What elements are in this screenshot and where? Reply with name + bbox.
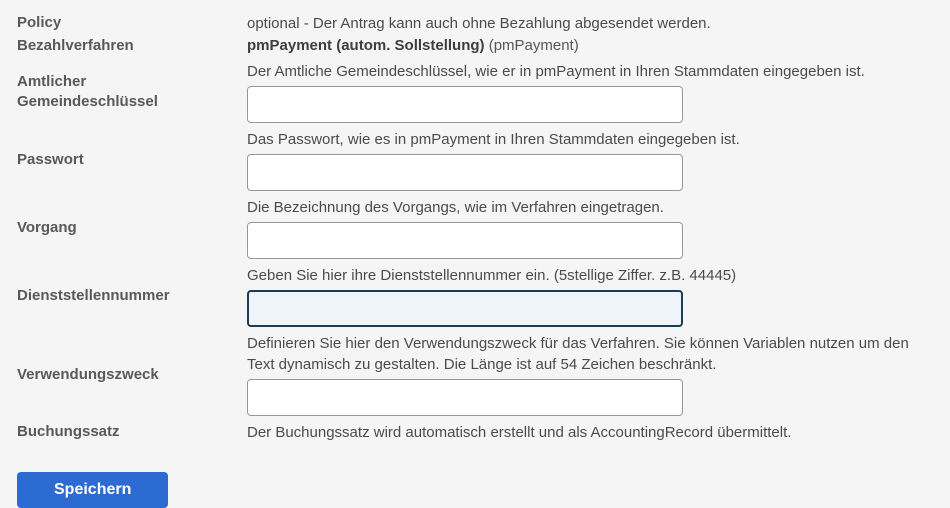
gemeindeschluessel-description: Der Amtliche Gemeindeschlüssel, wie er in pmPayment in Ihren Stammdaten eingegeben ist. [247,63,865,80]
buchungssatz-label: Buchungssatz [17,423,120,440]
passwort-description: Das Passwort, wie es in pmPayment in Ihren Stammdaten eingegeben ist. [247,131,740,148]
vorgang-description: Die Bezeichnung des Vorgangs, wie im Verfahren eingetragen. [247,199,664,216]
form-row-policy [17,13,930,34]
form-row-vorgang [17,197,930,259]
gemeindeschluessel-label: Amtlicher Gemeindeschlüssel [17,73,158,110]
verwendungszweck-input[interactable] [247,379,683,416]
form-row-dienststellennummer [17,265,930,327]
passwort-label: Passwort [17,151,84,168]
policy-description: optional - Der Antrag kann auch ohne Bezahlung abgesendet werden. [247,15,711,32]
passwort-input[interactable] [247,154,683,191]
bezahlverfahren-value-bold: pmPayment (autom. Sollstellung) [247,37,485,54]
bezahlverfahren-label: Bezahlverfahren [17,37,134,54]
buchungssatz-description: Der Buchungssatz wird automatisch erstellt und als AccountingRecord übermittelt. [247,424,792,441]
verwendungszweck-label: Verwendungszweck [17,365,159,383]
dienststellennummer-input[interactable] [247,290,683,327]
amtlicher-gemeindeschluessel-input[interactable] [247,86,683,123]
bezahlverfahren-value [247,36,930,56]
form-row-buchungssatz [17,422,930,443]
dienststellennummer-description: Geben Sie hier ihre Dienststellennummer ein. (5stellige Ziffer. z.B. 44445) [247,267,737,284]
vorgang-label: Vorgang [17,219,77,236]
verwendungszweck-description: Definieren Sie hier den Verwendungszweck für das Verfahren. Sie können Variablen nutzen um den Text dynamisch zu gestalten. Die Länge ist auf 54 Zeichen beschränkt. [247,335,909,373]
form-row-gemeindeschluessel [17,61,930,123]
form-row-passwort [17,129,930,191]
speichern-button[interactable]: Speichern [17,472,168,508]
policy-label: Policy [17,14,62,31]
dienststellennummer-label: Dienststellennummer [17,287,170,304]
form-row-bezahlverfahren [17,36,930,56]
vorgang-input[interactable] [247,222,683,259]
form-row-verwendungszweck [17,333,930,416]
bezahlverfahren-value-rest: (pmPayment) [484,37,579,54]
